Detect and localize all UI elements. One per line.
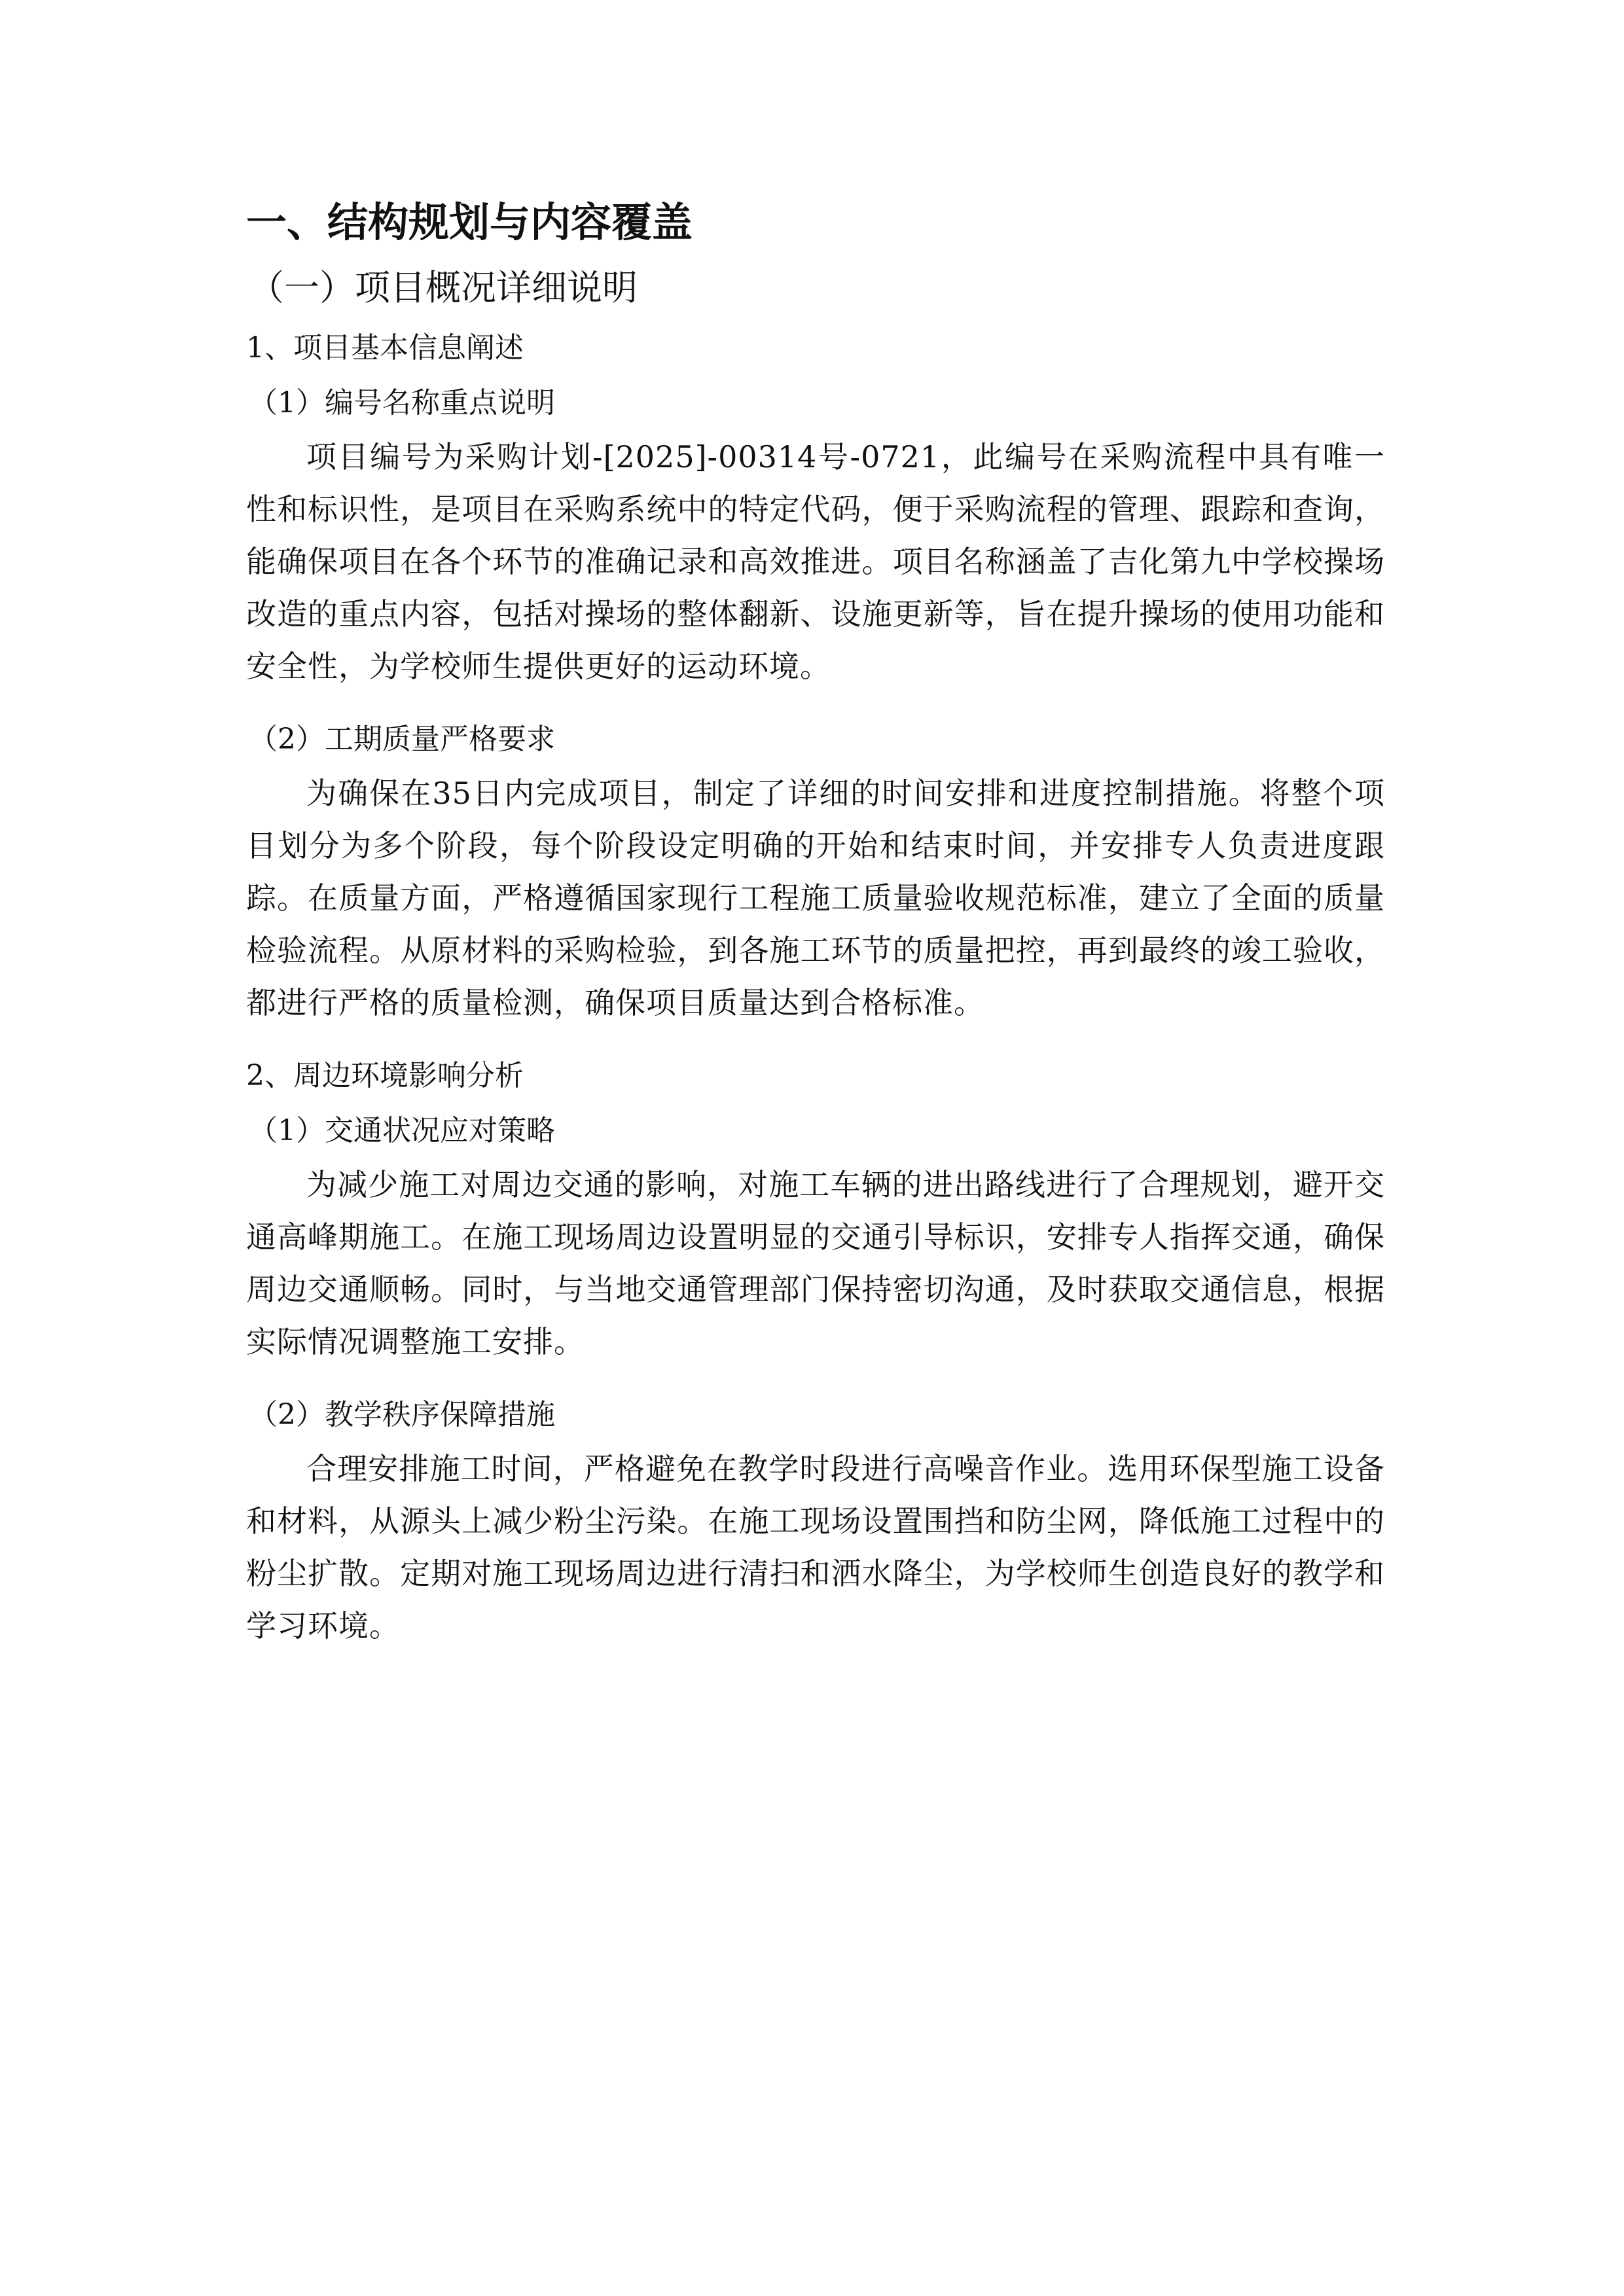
section-1-sub-1-title: （1）编号名称重点说明 — [249, 386, 555, 420]
section-1-sub-2-title: （2）工期质量严格要求 — [249, 723, 555, 756]
section-2-sub-2-title: （2）教学秩序保障措施 — [249, 1398, 555, 1431]
section-1-sub-2-paragraph: 为确保在35日内完成项目，制定了详细的时间安排和进度控制措施。将整个项目划分为多个阶段，每个阶段设定明确的开始和结束时间，并安排专人负责进度跟踪。在质量方面，严格遵循国家现行工程施工质量验收规范标准，建立了全面的质量检验流程。从原材料的采购检验，到各施工环节的质量把控，再到最终的竣工验收，都进行严格的质量检测，确保项目质量达到合格标准。 — [246, 776, 1385, 1020]
section-1-title: 1、项目基本信息阐述 — [246, 331, 524, 365]
document-body — [246, 190, 1385, 1665]
section-2-sub-1-title: （1）交通状况应对策略 — [249, 1114, 555, 1147]
section-1-sub-1-paragraph: 项目编号为采购计划-[2025]-00314号-0721，此编号在采购流程中具有唯一性和标识性，是项目在采购系统中的特定代码，便于采购流程的管理、跟踪和查询，能确保项目在各个环节的准确记录和高效推进。项目名称涵盖了吉化第九中学校操场改造的重点内容，包括对操场的整体翻新、设施更新等，旨在提升操场的使用功能和安全性，为学校师生提供更好的运动环境。 — [246, 439, 1385, 684]
section-2-sub-2-paragraph: 合理安排施工时间，严格避免在教学时段进行高噪音作业。选用环保型施工设备和材料，从源头上减少粉尘污染。在施工现场设置围挡和防尘网，降低施工过程中的粉尘扩散。定期对施工现场周边进行清扫和洒水降尘，为学校师生创造良好的教学和学习环境。 — [246, 1451, 1385, 1643]
heading-level-1: 一、结构规划与内容覆盖 — [246, 198, 693, 246]
section-2-sub-1-paragraph: 为减少施工对周边交通的影响，对施工车辆的进出路线进行了合理规划，避开交通高峰期施工。在施工现场周边设置明显的交通引导标识，安排专人指挥交通，确保周边交通顺畅。同时，与当地交通管理部门保持密切沟通，及时获取交通信息，根据实际情况调整施工安排。 — [246, 1167, 1385, 1359]
section-2-title: 2、周边环境影响分析 — [246, 1059, 524, 1092]
heading-level-2: （一）项目概况详细说明 — [249, 267, 638, 308]
